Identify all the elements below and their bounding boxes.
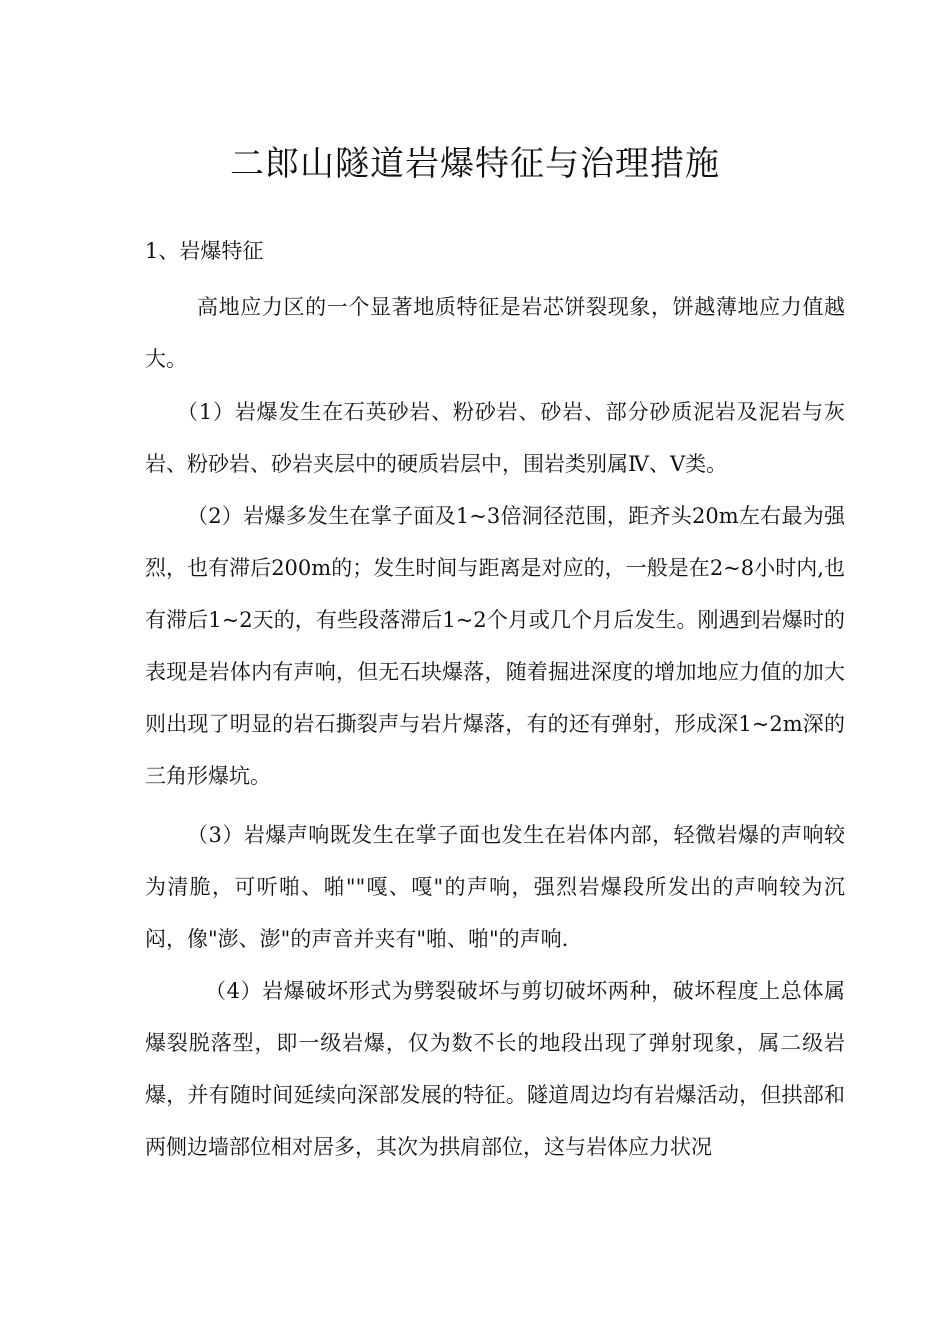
section-heading: 1、岩爆特征 (145, 239, 264, 263)
paragraph-item-2: （2）岩爆多发生在掌子面及1~3倍洞径范围，距齐头20m左右最为强烈，也有滞后200m的；发生时间与距离是对应的，一般是在2~8小时内,也有滞后1~2天的，有些段落滞后1~2个月或几个月后发生。刚遇到岩爆时的表现是岩体内有声响，但无石块爆落，随着掘进深度的增加地应力值的加大则出现了明显的岩石撕裂声与岩片爆落，有的还有弹射，形成深1~2m深的三角形爆坑。 (145, 504, 845, 788)
document-title: 二郎山隧道岩爆特征与治理措施 (230, 144, 720, 184)
paragraph-item-1: （1）岩爆发生在石英砂岩、粉砂岩、砂岩、部分砂质泥岩及泥岩与灰岩、粉砂岩、砂岩夹层中的硬质岩层中，围岩类别属Ⅳ、Ⅴ类。 (145, 400, 845, 476)
paragraph-item-4: （4）岩爆破坏形式为劈裂破坏与剪切破坏两种，破坏程度上总体属爆裂脱落型，即一级岩爆，仅为数不长的地段出现了弹射现象，属二级岩爆，并有随时间延续向深部发展的特征。隧道周边均有岩爆活动，但拱部和两侧边墙部位相对居多，其次为拱肩部位，这与岩体应力状况 (145, 979, 845, 1159)
paragraph-item-3: （3）岩爆声响既发生在掌子面也发生在岩体内部，轻微岩爆的声响较为清脆，可听啪、啪""嘎、嘎"的声响，强烈岩爆段所发出的声响较为沉闷，像"澎、澎"的声音并夹有"啪、啪"的声响. (145, 823, 845, 951)
paragraph-intro: 高地应力区的一个显著地质特征是岩芯饼裂现象，饼越薄地应力值越大。 (145, 295, 845, 371)
